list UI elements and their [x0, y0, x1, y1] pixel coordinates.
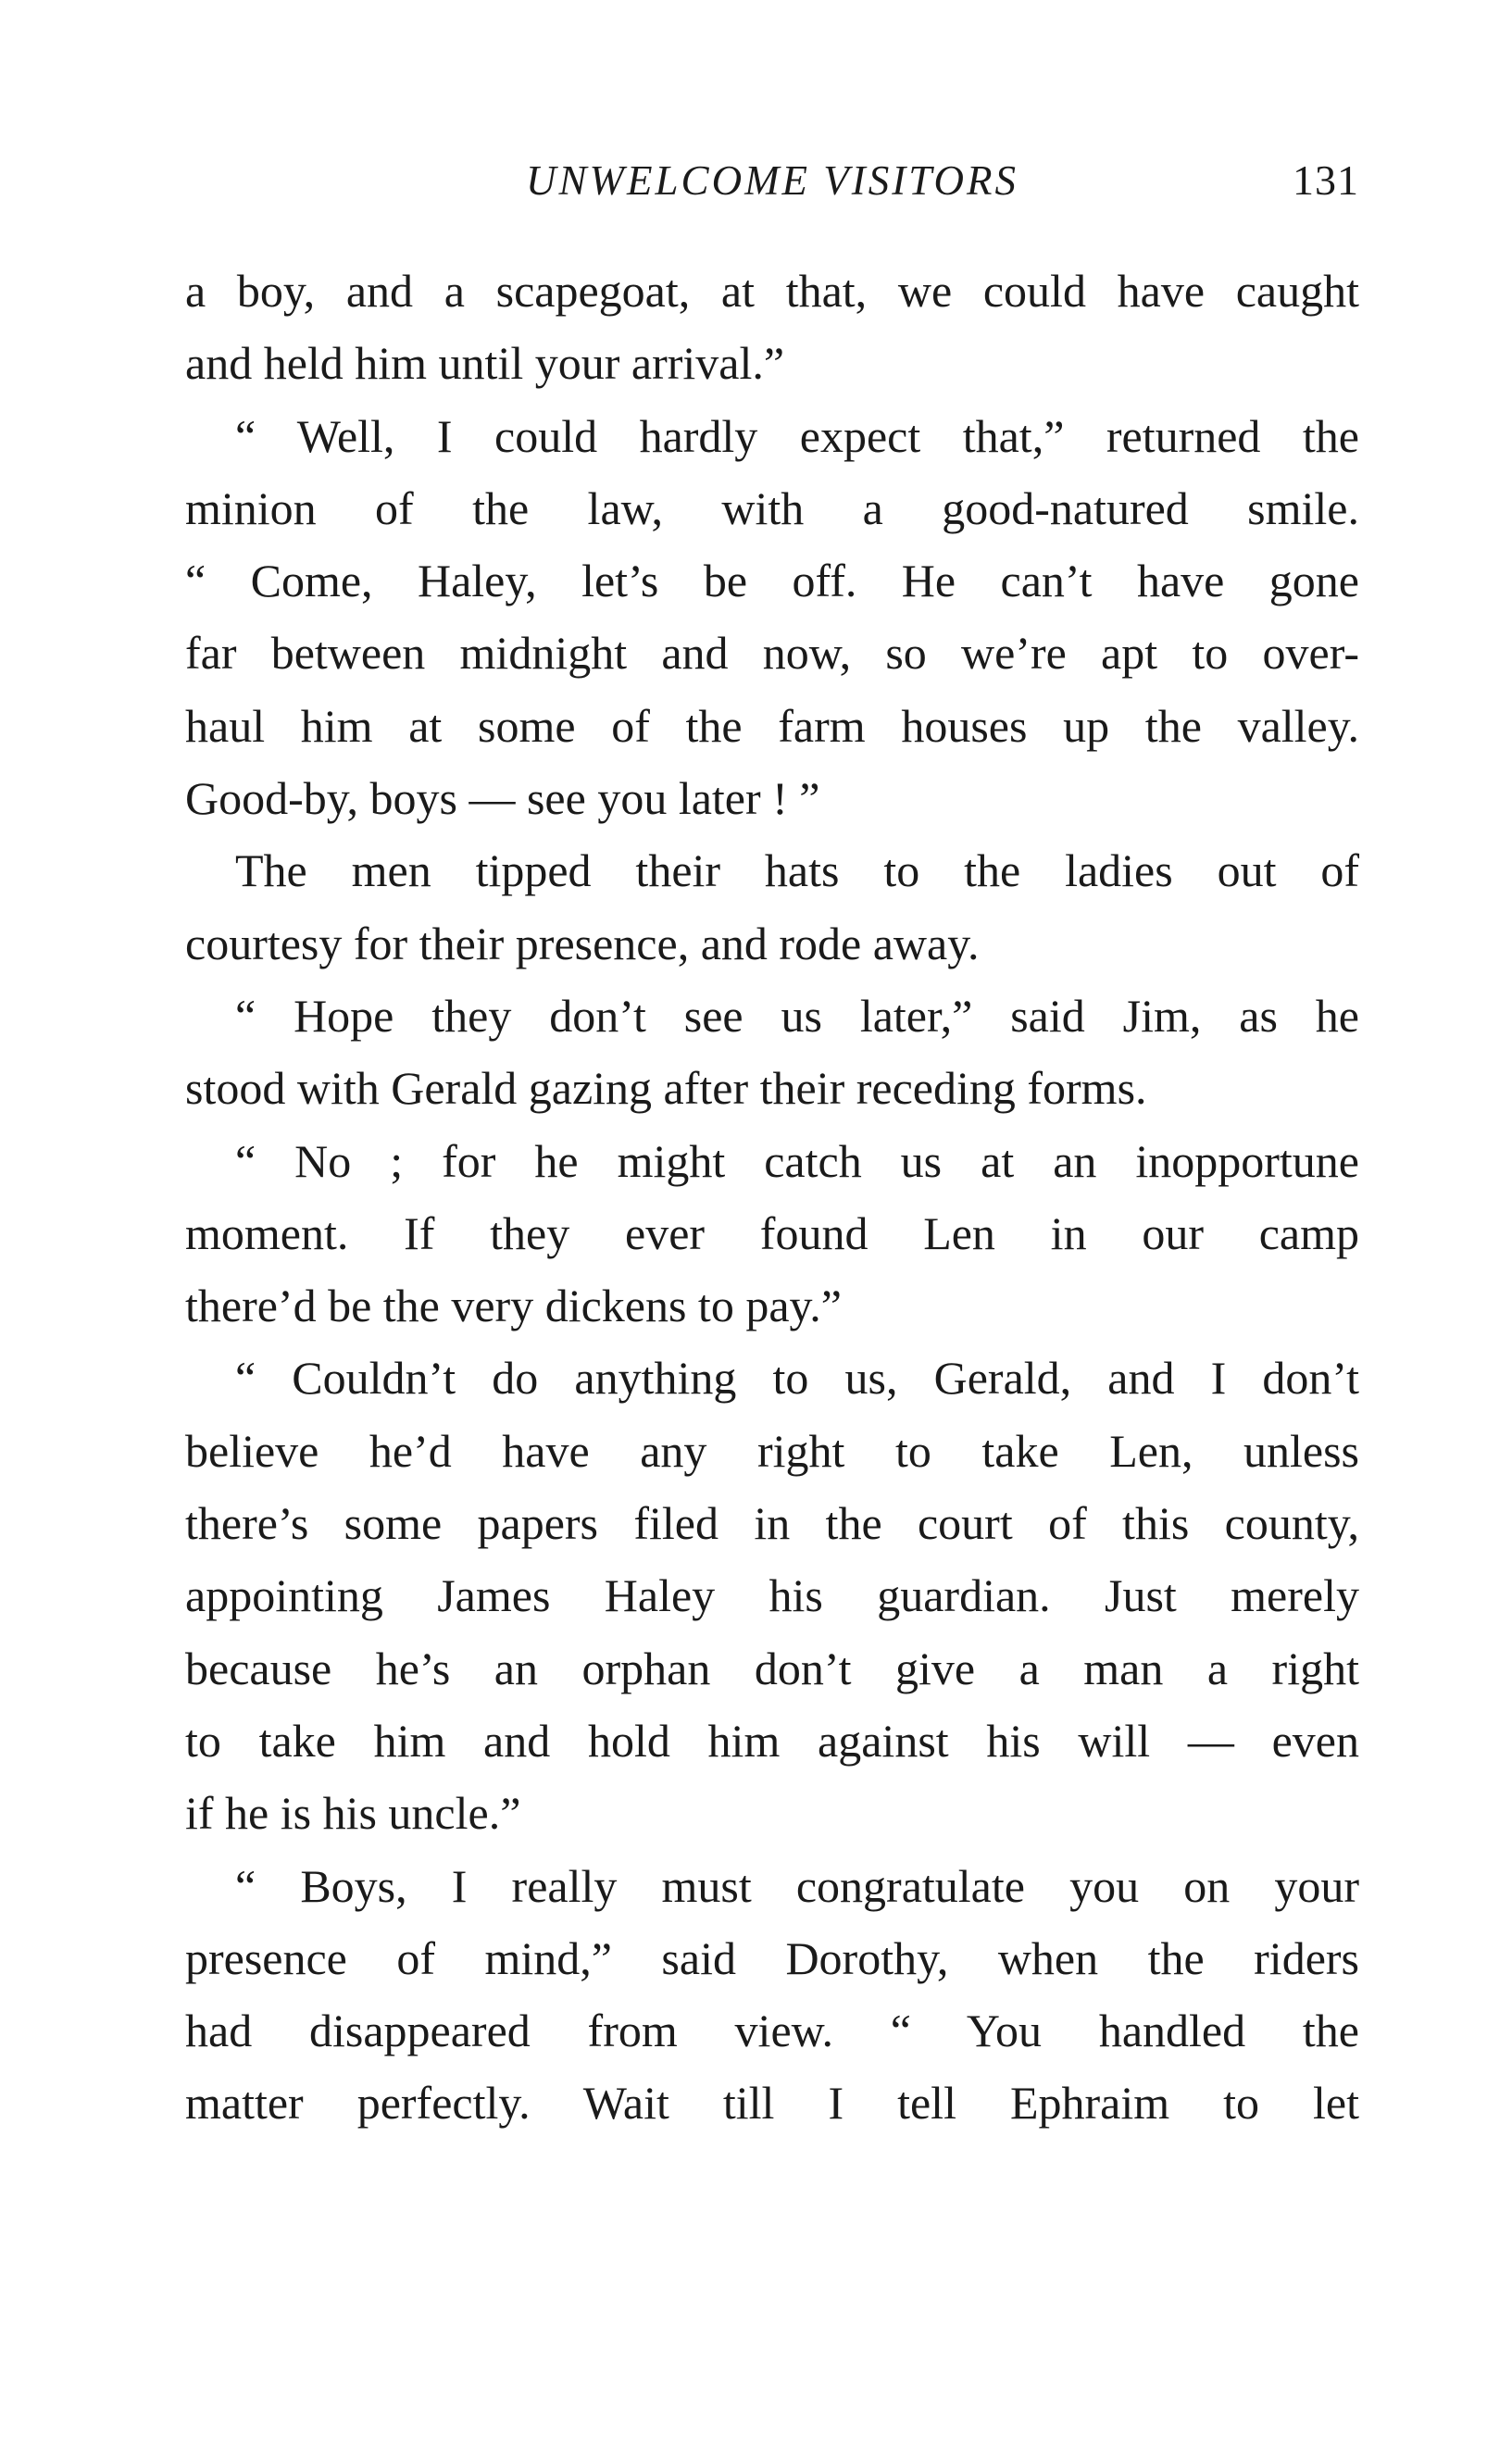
book-page — [185, 0, 1359, 2449]
text-line: there’d be the very dickens to pay.” — [185, 1280, 842, 1332]
text-line: appointing James Haley his guardian. Just merely — [185, 1569, 1359, 1622]
text-line: if he is his uncle.” — [185, 1787, 521, 1840]
text-line: far between midnight and now, so we’re apt to over- — [185, 627, 1359, 680]
page-number: 131 — [1293, 156, 1359, 204]
text-line: “ Well, I could hardly expect that,” returned the — [235, 409, 1359, 462]
running-title: UNWELCOME VISITORS — [526, 157, 1018, 204]
text-line: haul him at some of the farm houses up the valley. — [185, 699, 1359, 752]
text-line: stood with Gerald gazing after their receding forms. — [185, 1062, 1147, 1115]
text-line: moment. If they ever found Len in our camp — [185, 1206, 1359, 1259]
text-line: a boy, and a scapegoat, at that, we could have caught — [185, 265, 1359, 317]
text-line: and held him until your arrival.” — [185, 337, 785, 390]
text-line: “ Boys, I really must congratulate you on your — [235, 1859, 1359, 1912]
text-line: matter perfectly. Wait till I tell Ephraim to let — [185, 2077, 1359, 2130]
text-line: “ Couldn’t do anything to us, Gerald, and I don’t — [235, 1352, 1359, 1405]
text-line: there’s some papers filed in the court of this county, — [185, 1497, 1359, 1550]
text-line: minion of the law, with a good-natured smile. — [185, 481, 1359, 534]
text-line: presence of mind,” said Dorothy, when the riders — [185, 1931, 1359, 1984]
body-text — [185, 255, 1359, 2140]
text-line: “ No ; for he might catch us at an inopportune — [235, 1134, 1359, 1187]
text-line: “ Hope they don’t see us later,” said Jim, as he — [235, 989, 1359, 1042]
running-head — [185, 148, 1359, 213]
text-line: because he’s an orphan don’t give a man a right — [185, 1642, 1359, 1694]
text-line: had disappeared from view. “ You handled the — [185, 2005, 1359, 2057]
text-line: The men tipped their hats to the ladies out of — [235, 844, 1359, 897]
text-line: “ Come, Haley, let’s be off. He can’t have gone — [185, 555, 1359, 607]
text-line: courtesy for their presence, and rode away. — [185, 917, 980, 969]
text-line: to take him and hold him against his will — even — [185, 1714, 1359, 1767]
text-line: Good-by, boys — see you later ! ” — [185, 772, 820, 825]
text-line: believe he’d have any right to take Len, unless — [185, 1424, 1359, 1477]
